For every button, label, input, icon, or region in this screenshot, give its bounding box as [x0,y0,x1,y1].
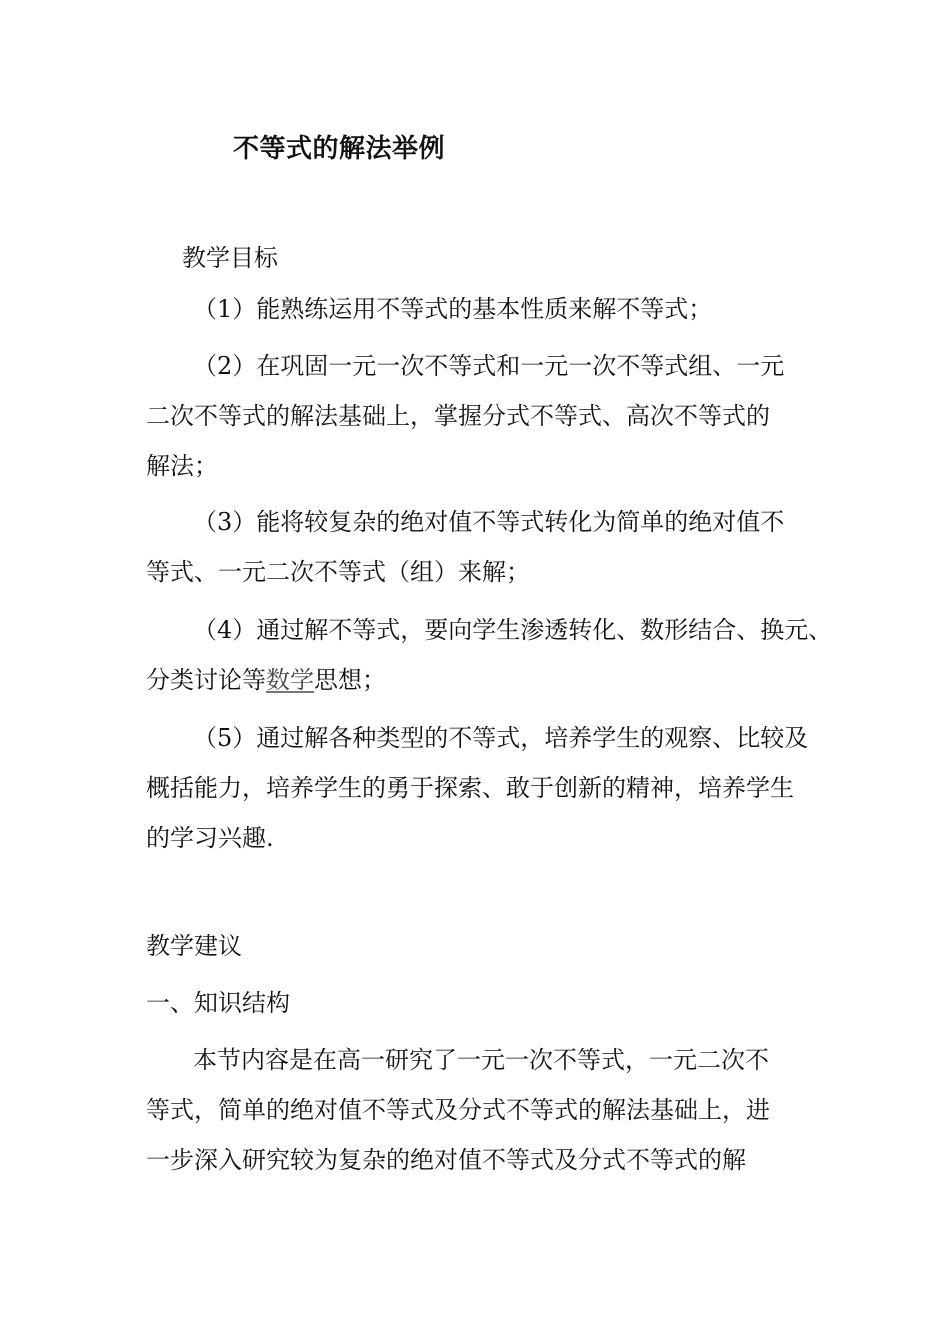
goal-4-line-2 [146,662,386,698]
section-1-body-line-3: 一步深入研究较为复杂的绝对值不等式及分式不等式的解 [146,1146,746,1174]
section-1-body-line-1: 本节内容是在高一研究了一元一次不等式，一元二次不 [193,1046,769,1074]
goal-2-line-1: （2）在巩固一元一次不等式和一元一次不等式组、一元 [193,352,785,380]
document-title: 不等式的解法举例 [233,134,446,164]
goal-5-line-1: （5）通过解各种类型的不等式，培养学生的观察、比较及 [193,724,809,752]
goal-3-line-1: （3）能将较复杂的绝对值不等式转化为简单的绝对值不 [193,508,785,536]
goals-heading: 教学目标 [182,244,278,272]
suggest-heading: 教学建议 [146,932,242,960]
goal-5-line-2: 概括能力，培养学生的勇于探索、敢于创新的精神，培养学生 [146,774,794,802]
goal-4-line-2-prefix: 分类讨论等 [146,666,266,694]
section-1-heading: 一、知识结构 [146,989,290,1017]
goal-1: （1）能熟练运用不等式的基本性质来解不等式； [193,295,713,323]
goal-4-line-1: （4）通过解不等式，要向学生渗透转化、数形结合、换元、 [193,616,833,644]
goal-2-line-3: 解法； [146,452,218,480]
goal-5-line-3: 的学习兴趣. [146,824,274,852]
goal-2-line-2: 二次不等式的解法基础上，掌握分式不等式、高次不等式的 [146,402,770,430]
section-1-body-line-2: 等式，简单的绝对值不等式及分式不等式的解法基础上，进 [146,1096,770,1124]
math-link[interactable]: 数学 [266,666,314,694]
goal-4-line-2-suffix: 思想； [314,666,386,694]
goal-3-line-2: 等式、一元二次不等式（组）来解； [146,558,530,586]
